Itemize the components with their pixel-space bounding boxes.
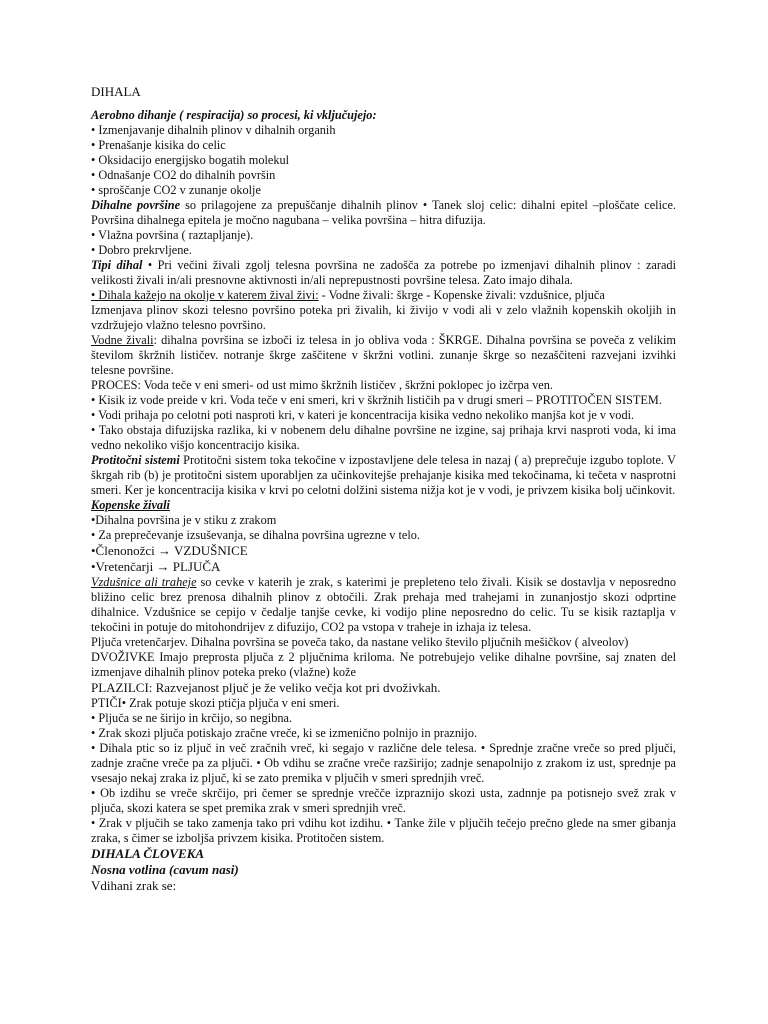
vzdusnice-text: so cevke v katerih je zrak, s katerimi je prepleteno telo živali. Kisik se dostavlja v neposredno bližino celic brez prenosa dihalnih plinov z obtočili. Zrak prehaja med trahejami in zunanjostjo skozi odprtine dihalnice. Vzdušnice se cepijo v čedalje tanjše cevke, ki vodijo pline neposredno do celic. Tu se kisik raztaplja v tekočini in potuje do mitohondrijev z difuzijo, CO2 pa vstopa v traheje in izhaja iz telesa. [91,575,676,634]
tipi-dihal-paragraph [91,258,676,288]
dihalne-povrsine-text: so prilagojene za prepuščanje dihalnih plinov • Tanek sloj celic: dihalni epitel –ploščate celice. Površina dihalnega epitela je močno nagubana – velika površina – hitra difuzija. [91,198,676,227]
aerobno-heading: Aerobno dihanje ( respiracija) so procesi, ki vključujejo: [91,108,377,122]
nosna-votlina-heading: Nosna votlina (cavum nasi) [91,862,239,877]
kopenske-item: •Členonožci → VZDUŠNICE [91,543,248,558]
aerobno-item: • sproščanje CO2 v zunanje okolje [91,183,261,197]
pljuca-paragraph: Pljuča vretenčarjev. Dihalna površina se poveča tako, da nastane veliko število pljučnih mešičkov ( alveolov) [91,635,629,649]
aerobno-item: • Oksidacijo energijsko bogatih molekul [91,153,290,167]
kopenske-heading: Kopenske živali [91,498,170,512]
plazilci-paragraph: PLAZILCI: Razvejanost pljuč je že veliko večja kot pri dvoživkah. [91,680,441,695]
dihalne-povrsine-item: • Dobro prekrvljene. [91,243,192,257]
kopenske-item: •Vretenčarji → PLJUČA [91,559,221,574]
tako-obstaja-paragraph: • Tako obstaja difuzijska razlika, ki v nobenem delu dihalne površine ne izgine, saj prihaja krvi nasproti voda, ki ima vedno nekoliko višjo koncentracijo kisika. [91,423,676,452]
aerobno-item: • Odnašanje CO2 do dihalnih površin [91,168,276,182]
okolje-paragraph [91,288,676,303]
aerobno-item: • Izmenjavanje dihalnih plinov v dihalnih organih [91,123,336,137]
protitocni-text: Protitočni sistem toka tekočine v izpostavljene dele telesa in nazaj ( a) preprečuje izgubo toplote. V škrgah rib (b) je protitočni sistem uporabljen za učinkovitejše prehajanje kisika med tekočinama, ki tečeta v nasprotni smeri. Ker je koncentracija kisika v krvi po celotni dolžini sistema nižja kot je v vodi, je privzem kisika bolj učinkovit. [91,453,676,497]
aerobno-item: • Prenašanje kisika do celic [91,138,226,152]
ptici-item: • Pljuča se ne širijo in krčijo, so negibna. [91,711,293,725]
vzdusnice-term: Vzdušnice ali traheje [91,575,197,589]
dvozivke-paragraph: DVOŽIVKE Imajo preprosta pljuča z 2 pljučnima kriloma. Ne potrebujejo velike dihalne površine, saj znaten del izmenjave dihalnih plinov poteka preko (vlažne) kože [91,650,676,679]
proces-paragraph: PROCES: Voda teče v eni smeri- od ust mimo škržnih lističev , škržni poklopec jo izčrpa ven. [91,378,553,392]
kopenske-item: •Dihalna površina je v stiku z zrakom [91,513,277,527]
zrak-v-pljucih-paragraph: • Zrak v pljučih se tako zamenja tako pri vdihu kot izdihu. • Tanke žile v pljučih tečejo prečno glede na smer gibanja zraka, s čimer se izboljša privzem kisika. Protitočen sistem. [91,816,676,845]
dihalne-povrsine-term: Dihalne površine [91,198,181,212]
vodne-zivali-text: : dihalna površina se izboči iz telesa in jo obliva voda : ŠKRGE. Dihalna površina se poveča z velikim številom škržnih lističev. notranje škrge zaščitene v škržni votlini. zunanje škrge so nezaščiteni razvejani izvihki telesne površine. [91,333,676,377]
kopenske-item: • Za preprečevanje izsuševanja, se dihalna površina ugrezne v telo. [91,528,421,542]
protitocni-term: Protitočni sistemi [91,453,180,467]
vodne-zivali-paragraph [91,333,676,378]
tipi-dihal-term: Tipi dihal [91,258,143,272]
protitocni-paragraph [91,453,676,498]
okolje-term: • Dihala kažejo na okolje v katerem žival živi: [91,288,319,302]
document-page [91,84,676,894]
ob-izdihu-paragraph: • Ob izdihu se vreče skrčijo, pri čemer se sprednje vrečče izpraznijo skozi usta, zadnnje pa potisnejo svež zrak v pljuča, skozi katera se spet premika zrak v smeri sprednjih vreč. [91,786,676,815]
ptici-paragraph: PTIČI• Zrak potuje skozi ptičja pljuča v eni smeri. [91,696,340,710]
vzdusnice-paragraph [91,575,676,635]
vodne-zivali-term: Vodne živali [91,333,154,347]
kisik-paragraph: • Kisik iz vode preide v kri. Voda teče v eni smeri, kri v škržnih lističih pa v drugi smeri – PROTITOČEN SISTEM. [91,393,662,407]
dihala-cloveka-heading: DIHALA ČLOVEKA [91,846,205,861]
dihalne-povrsine-item: • Vlažna površina ( raztapljanje). [91,228,254,242]
ptici-item: • Zrak skozi pljuča potiskajo zračne vreče, ki se izmenično polnijo in praznijo. [91,726,478,740]
dihala-ptic-paragraph: • Dihala ptic so iz pljuč in več zračnih vreč, ki segajo v različne dele telesa. • Sprednje zračne vreče so pred pljuči, zadnje zračne vreče pa za pljuči. • Ob vdihu se zračne vreče razširijo; zadnje senapolnijo z zrakom iz ust, sprednje pa vsesajo nekaj zraka iz pljuč, ki se zato premika v pljučih v smeri sprednjih vreč. [91,741,676,785]
okolje-text: - Vodne živali: škrge - Kopenske živali: vzdušnice, pljuča [318,288,605,302]
izmenjava-paragraph: Izmenjava plinov skozi telesno površino poteka pri živalih, ki živijo v vodi ali v zelo vlažnih kopenskih okoljih in vzdržujejo vlažno telesno površino. [91,303,676,332]
tipi-dihal-text: • Pri večini živali zgolj telesna površina ne zadošča za potrebe po izmenjavi dihalnih plinov : zaradi velikosti živali in/ali presnovne aktivnosti in/ali neprepustnosti površine telesa. Zato imajo dihala. [91,258,676,287]
vodi-prihaja-paragraph: • Vodi prihaja po celotni poti nasproti kri, v kateri je koncentracija kisika vedno nekoliko manjša kot je v vodi. [91,408,635,422]
dihalne-povrsine-paragraph [91,198,676,228]
document-title: DIHALA [91,84,141,99]
vdihani-paragraph: Vdihani zrak se: [91,878,177,893]
